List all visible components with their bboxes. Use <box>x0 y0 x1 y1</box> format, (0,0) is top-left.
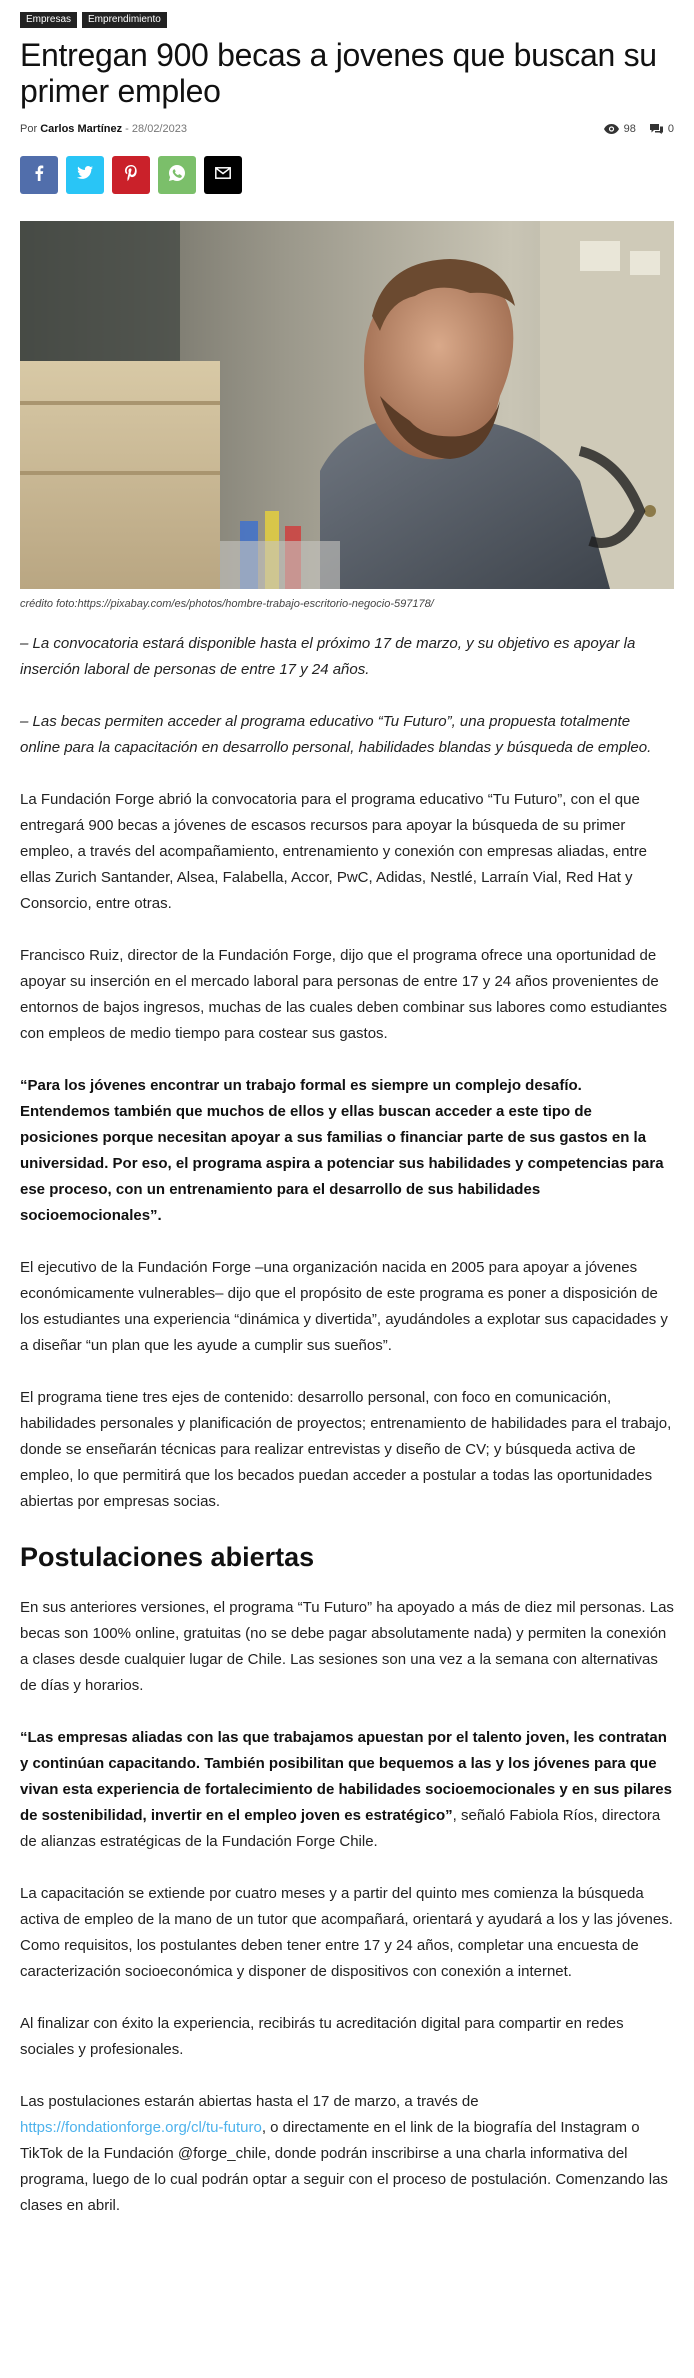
comment-icon <box>650 124 663 134</box>
paragraph-1: La Fundación Forge abrió la convocatoria para el programa educativo “Tu Futuro”, con el que entregará 900 becas a jóvenes de escasos recursos para apoyar la búsqueda de su primer empleo, a través del acompañamiento, entrenamiento y conexión con empresas aliadas, entre ellas Zurich Santander, Alsea, Falabella, Accor, PwC, Adidas, Nestlé, Larraín Vial, Red Hat y Consorcio, entre otras. <box>20 791 648 912</box>
quote-paragraph-2 <box>20 1725 674 1855</box>
byline-prefix: Por <box>20 123 38 135</box>
paragraph-7: Al finalizar con éxito la experiencia, recibirás tu acreditación digital para compartir en redes sociales y profesionales. <box>20 2015 624 2058</box>
email-icon <box>215 166 231 184</box>
article-meta <box>20 121 674 137</box>
whatsapp-icon <box>169 165 185 186</box>
lead-paragraph-1: – La convocatoria estará disponible hasta el próximo 17 de marzo, y su objetivo es apoyar la inserción laboral de personas de entre 17 y 24 años. <box>20 635 636 678</box>
paragraph-8-end: , o directamente en el link de la biografía del Instagram o TikTok de la Fundación @forge_chile, donde podrán inscribirse a una charla informativa del programa, luego de lo cual podrán optar a seguir con el proceso de postulación. Comenzando las clases en abril. <box>20 2119 668 2214</box>
share-email-button[interactable] <box>204 156 242 194</box>
comments-stat[interactable] <box>650 123 674 135</box>
views-stat <box>604 123 636 135</box>
eye-icon <box>604 124 619 134</box>
article-title: Entregan 900 becas a jovenes que buscan su primer empleo <box>20 37 657 109</box>
share-buttons <box>20 156 674 194</box>
quote-1-text: “Para los jóvenes encontrar un trabajo formal es siempre un complejo desafío. Entendemos también que muchos de ellos y ellas buscan acceder a este tipo de posiciones porque necesitan apoyar a sus familias o financiar parte de sus gastos en la universidad. Por eso, el programa aspira a potenciar sus habilidades y competencias para ese proceso, con un entrenamiento para el desarrollo de sus habilidades socioemocionales”. <box>20 1077 664 1224</box>
comments-count: 0 <box>667 123 674 135</box>
share-facebook-button[interactable] <box>20 156 58 194</box>
paragraph-5: En sus anteriores versiones, el programa “Tu Futuro” ha apoyado a más de diez mil personas. Las becas son 100% online, gratuitas (no se debe pagar absolutamente nada) y permiten la conexión a clases desde cualquier lugar de Chile. Las sesiones son una vez a la semana con alternativas de días y horarios. <box>20 1599 674 1694</box>
paragraph-8-start: Las postulaciones estarán abiertas hasta el 17 de marzo, a través de <box>20 2093 479 2110</box>
article-stats <box>604 123 674 135</box>
section-heading: Postulaciones abiertas <box>20 1542 315 1572</box>
share-whatsapp-button[interactable] <box>158 156 196 194</box>
tag-emprendimiento[interactable]: Emprendimiento <box>82 12 167 28</box>
paragraph-8 <box>20 2089 674 2219</box>
featured-photo <box>20 221 674 589</box>
quote-2-text: “Las empresas aliadas con las que trabajamos apuestan por el talento joven, les contratan y continúan capacitando. También posibilitan que bequemos a las y los jóvenes para que vivan esta experiencia de fortalecimiento de habilidades socioemocionales y en sus pilares de sostenibilidad, invertir en el empleo joven es estratégico” <box>20 1729 672 1824</box>
quote-paragraph-1 <box>20 1073 674 1229</box>
featured-image-figure <box>20 221 674 611</box>
publish-date: 28/02/2023 <box>131 123 187 135</box>
share-twitter-button[interactable] <box>66 156 104 194</box>
paragraph-4: El programa tiene tres ejes de contenido: desarrollo personal, con foco en comunicación, habilidades personales y planificación de proyectos; entrenamiento de habilidades para el trabajo, donde se enseñarán técnicas para realizar entrevistas y diseño de CV; y búsqueda activa de empleo, lo que permitirá que los becados puedan acceder a postular a todas las oportunidades abiertas por empresas socias. <box>20 1389 672 1510</box>
category-tags <box>20 12 674 28</box>
paragraph-3: El ejecutivo de la Fundación Forge –una organización nacida en 2005 para apoyar a jóvenes económicamente vulnerables– dijo que el propósito de este programa es poner a disposición de los estudiantes una experiencia “dinámica y divertida”, ayudándoles a explotar sus capacidades y a diseñar “un plan que les ayude a cumplir sus sueños”. <box>20 1259 668 1354</box>
views-count: 98 <box>623 123 636 135</box>
paragraph-2: Francisco Ruiz, director de la Fundación Forge, dijo que el programa ofrece una oportunidad de apoyar su inserción en el mercado laboral para personas de entre 17 y 24 años provenientes de entornos de bajos ingresos, muchas de las cuales deben combinar sus labores como estudiantes con empleos de medio tiempo para costear sus gastos. <box>20 947 668 1042</box>
author-link[interactable]: Carlos Martínez <box>40 123 123 135</box>
image-caption: crédito foto:https://pixabay.com/es/photos/hombre-trabajo-escritorio-negocio-597178/ <box>20 598 434 610</box>
pinterest-icon <box>125 165 137 186</box>
quote-2-attribution: , señaló Fabiola Ríos, directora de alianzas estratégicas de la Fundación Forge Chile. <box>20 1807 661 1850</box>
twitter-icon <box>77 166 93 184</box>
lead-paragraph-2: – Las becas permiten acceder al programa educativo “Tu Futuro”, una propuesta totalmente online para la capacitación en desarrollo personal, habilidades blandas y búsqueda de empleo. <box>20 713 652 756</box>
article-body <box>20 631 674 2219</box>
tag-empresas[interactable]: Empresas <box>20 12 77 28</box>
program-link[interactable]: https://fondationforge.org/cl/tu-futuro <box>20 2119 262 2136</box>
paragraph-6: La capacitación se extiende por cuatro meses y a partir del quinto mes comienza la búsqueda activa de empleo de la mano de un tutor que acompañará, orientará y ayudará a los y las jóvenes. Como requisitos, los postulantes deben tener entre 17 y 24 años, completar una encuesta de caracterización socioeconómica y disponer de dispositivos con conexión a internet. <box>20 1885 673 1980</box>
date-separator: - <box>125 123 129 135</box>
facebook-icon <box>34 165 44 186</box>
byline <box>20 123 187 135</box>
share-pinterest-button[interactable] <box>112 156 150 194</box>
